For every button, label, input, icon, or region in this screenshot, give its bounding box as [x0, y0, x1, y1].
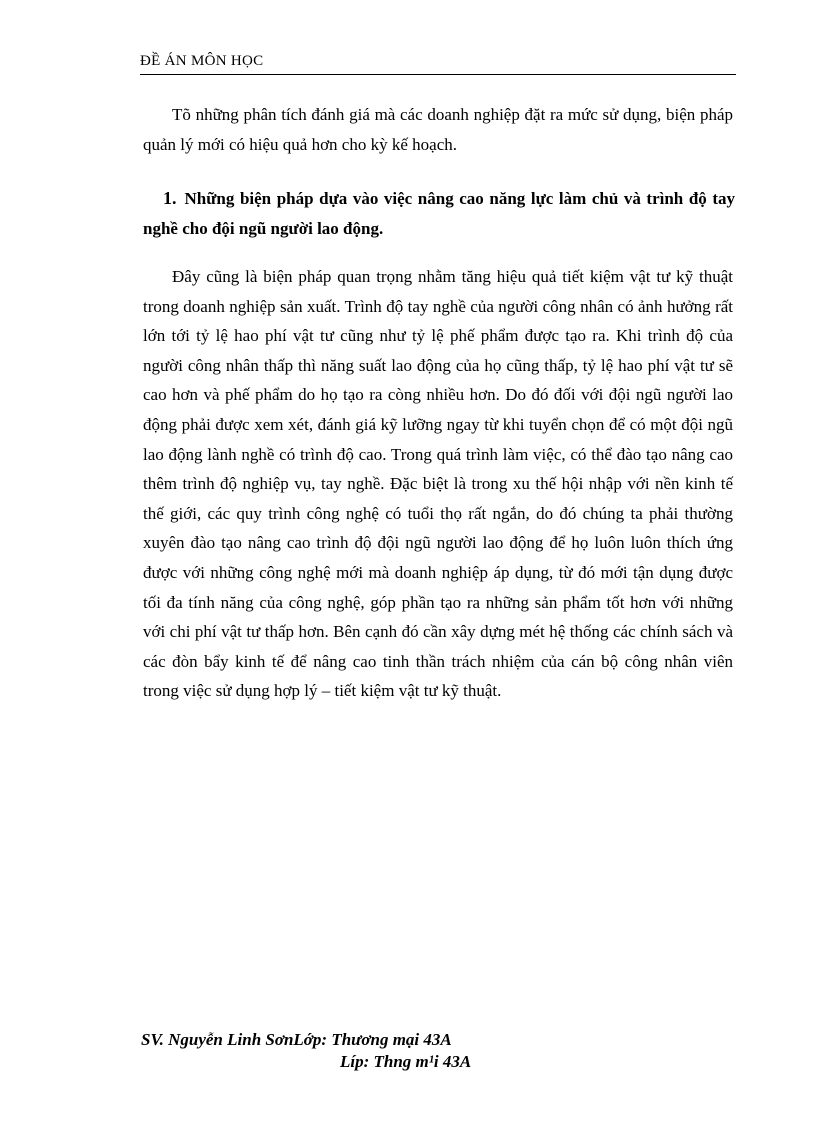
page-header	[140, 52, 736, 75]
heading-text: Những biện pháp dựa vào việc nâng cao năng lực làm chủ và trình độ tay nghề cho đội ngũ người lao động.	[143, 189, 735, 238]
footer-author-line: SV. Nguyễn Linh SơnLớp: Thương mại 43A	[141, 1030, 452, 1049]
intro-paragraph: Tõ những phân tích đánh giá mà các doanh nghiệp đặt ra mức sử dụng, biện pháp quản lý mới có hiệu quả hơn cho kỳ kế hoạch.	[143, 105, 733, 154]
section-heading	[143, 183, 735, 244]
footer-class-line: Líp: Thng m¹i 43A	[340, 1052, 472, 1071]
header-title: ĐỀ ÁN MÔN HỌC	[140, 53, 264, 69]
heading-number: 1.	[163, 188, 177, 208]
body-paragraph: Đây cũng là biện pháp quan trọng nhằm tăng hiệu quả tiết kiệm vật tư kỹ thuật trong doanh nghiệp sản xuất. Trình độ tay nghề của người công nhân có ảnh hưởng rất lớn tới tỷ lệ hao phí vật tư cũng như tỷ lệ phế phẩm được tạo ra. Khi trình độ của người công nhân thấp thì năng suất lao động của họ cũng thấp, tỷ lệ hao phí vật tư sẽ cao hơn và phế phẩm do họ tạo ra còng nhiều hơn. Do đó đối với đội ngũ người lao động phải được xem xét, đánh giá kỹ lưỡng ngay từ khi tuyển chọn để có một đội ngũ lao động lành nghề có trình độ cao. Trong quá trình làm việc, có thể đào tạo nâng cao thêm trình độ nghiệp vụ, tay nghề. Đặc biệt là trong xu thế hội nhập với nền kinh tế thế giới, các quy trình công nghệ có tuổi thọ rất ngắn, do đó chúng ta phải thường xuyên đào tạo nâng cao trình độ đội ngũ người lao động để họ luôn luôn thích ứng được với những công nghệ mới mà doanh nghiệp áp dụng, từ đó mới tận dụng được tối đa tính năng của công nghệ, góp phần tạo ra những sản phẩm tốt hơn với những với chi phí vật tư thấp hơn. Bên cạnh đó cần xây dựng mét hệ thống các chính sách và các đòn bẩy kinh tế để nâng cao tinh thần trách nhiệm của cán bộ công nhân viên trong việc sử dụng hợp lý – tiết kiệm vật tư kỹ thuật.	[143, 267, 733, 701]
